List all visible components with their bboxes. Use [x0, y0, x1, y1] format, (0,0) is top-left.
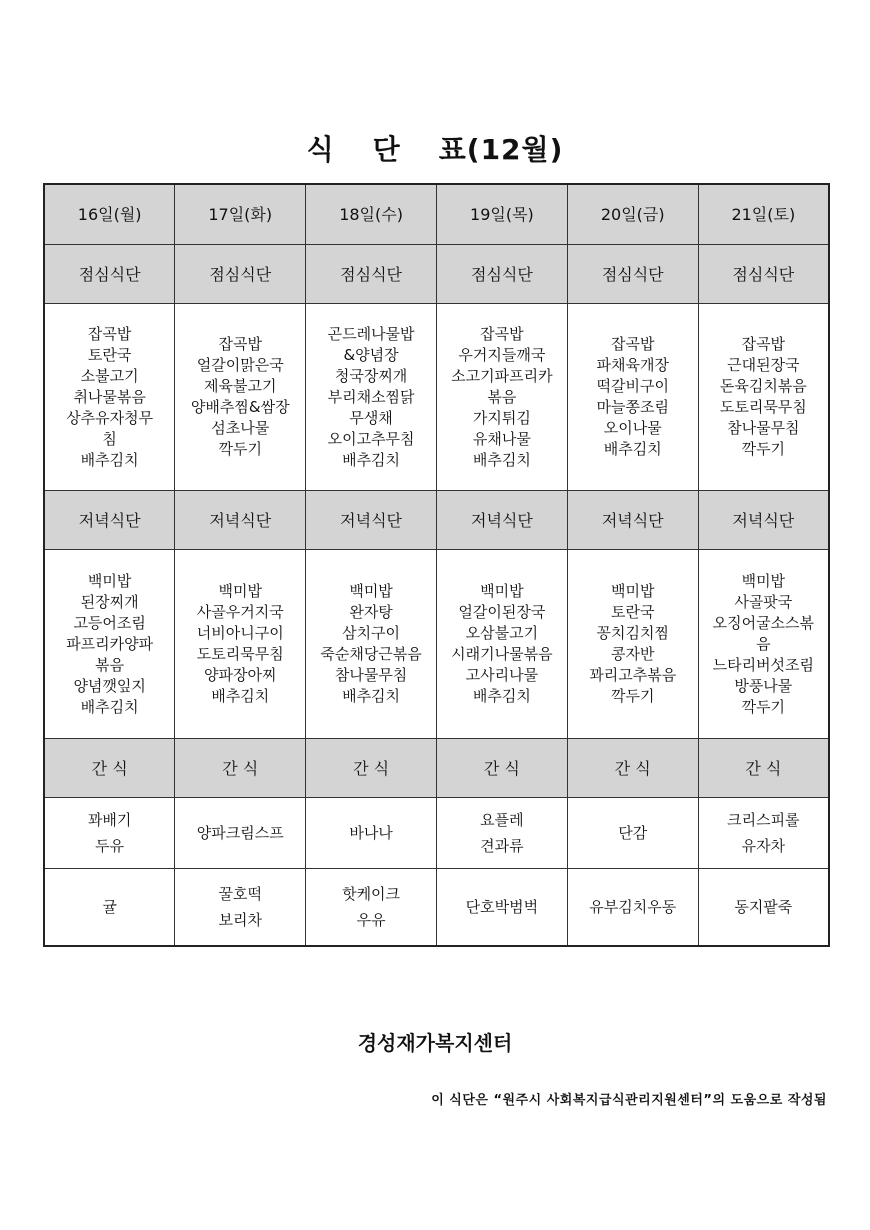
menu-item: 마늘쫑조림: [596, 398, 669, 416]
snack-cell: [306, 869, 437, 947]
menu-item: 유자차: [741, 837, 786, 855]
menu-item: 양파장아찌: [204, 666, 277, 684]
snack-label: 간 식: [44, 739, 175, 798]
menu-item: 배추김치: [211, 687, 270, 705]
menu-item: 백미밥: [87, 571, 132, 590]
menu-item: 참나물무침: [727, 419, 800, 437]
menu-item: 백미밥: [218, 582, 262, 600]
lunch-header-row: [44, 245, 829, 304]
menu-item: 잡곡밥: [218, 335, 262, 353]
day-header: 20일(금): [567, 184, 698, 245]
menu-item: 잡곡밥: [610, 335, 655, 353]
menu-item: 동지팥죽: [734, 898, 793, 916]
title-part-1: 식: [306, 133, 335, 166]
menu-item: 시래기나물볶음: [451, 645, 553, 663]
menu-item: 침: [102, 429, 117, 448]
menu-item: &양념장: [343, 345, 399, 364]
menu-item: 유채나물: [472, 429, 531, 448]
menu-item: 음: [756, 634, 771, 653]
menu-item: 배추김치: [603, 440, 662, 458]
menu-item: 단호박범벅: [465, 898, 539, 916]
snack-cell: [44, 869, 175, 947]
menu-item: 오이나물: [603, 419, 662, 437]
dinner-label: 저녁식단: [567, 491, 698, 550]
menu-item: 콩자반: [610, 645, 655, 663]
menu-item: 바나나: [349, 824, 393, 842]
snack-cell: [175, 798, 306, 869]
lunch-cell: [698, 304, 829, 491]
snack-cell: [175, 869, 306, 947]
menu-item: 돈육김치볶음: [719, 377, 807, 395]
menu-item: 취나물볶음: [73, 387, 146, 406]
snack-label: 간 식: [306, 739, 437, 798]
menu-item: 사골우거지국: [196, 603, 284, 621]
menu-item: 요플레: [480, 811, 524, 829]
menu-item: 배추김치: [80, 697, 139, 716]
menu-item: 깍두기: [610, 687, 655, 705]
dinner-cell: [698, 550, 829, 739]
dinner-cell: [306, 550, 437, 739]
menu-item: 꽈배기: [87, 811, 132, 829]
menu-item: 볶음: [487, 387, 517, 406]
menu-item: 사골팟국: [734, 592, 793, 611]
menu-item: 백미밥: [610, 582, 655, 600]
dinner-label: 저녁식단: [306, 491, 437, 550]
menu-item: 상추유자청무: [66, 408, 154, 427]
lunch-cell: [567, 304, 698, 491]
dinner-cell: [436, 550, 567, 739]
snack-cell: [436, 869, 567, 947]
day-header: 21일(토): [698, 184, 829, 245]
menu-item: 단감: [618, 824, 648, 842]
menu-item: 우유: [356, 911, 386, 929]
dinner-cell: [44, 550, 175, 739]
dinner-label: 저녁식단: [698, 491, 829, 550]
footnote: 이 식단은 “원주시 사회복지급식관리지원센터”의 도움으로 작성됨: [431, 1093, 827, 1108]
menu-item: 배추김치: [472, 687, 531, 705]
menu-item: 잡곡밥: [741, 335, 786, 353]
snack-row-1: [44, 798, 829, 869]
lunch-label: 점심식단: [567, 245, 698, 304]
menu-item: 근대된장국: [727, 356, 800, 374]
lunch-cell: [436, 304, 567, 491]
menu-item: 양념깻잎지: [73, 676, 146, 695]
menu-item: 너비아니구이: [196, 624, 284, 642]
menu-item: 얼갈이맑은국: [196, 356, 284, 374]
menu-item: 토란국: [87, 345, 132, 364]
menu-item: 배추김치: [342, 450, 401, 469]
menu-item: 참나물무침: [334, 666, 408, 684]
dinner-label: 저녁식단: [44, 491, 175, 550]
menu-item: 느타리버섯조림: [712, 655, 815, 674]
menu-item: 잡곡밥: [87, 324, 132, 343]
menu-item: 토란국: [610, 603, 655, 621]
page-title: [0, 128, 870, 168]
menu-item: 백미밥: [349, 582, 393, 600]
snack-label: 간 식: [175, 739, 306, 798]
menu-item: 소불고기: [80, 366, 139, 385]
menu-item: 백미밥: [741, 571, 786, 590]
title-part-2: 단: [372, 133, 401, 166]
menu-item: 배추김치: [342, 687, 401, 705]
menu-item: 죽순채당근볶음: [320, 645, 422, 663]
dinner-label: 저녁식단: [175, 491, 306, 550]
menu-item: 두유: [95, 837, 125, 855]
menu-item: 깍두기: [741, 697, 786, 716]
lunch-row: [44, 304, 829, 491]
day-header: 17일(화): [175, 184, 306, 245]
lunch-label: 점심식단: [175, 245, 306, 304]
menu-item: 도토리묵무침: [196, 645, 284, 663]
dinner-cell: [175, 550, 306, 739]
menu-item: 된장찌개: [80, 592, 139, 611]
snack-cell: [567, 869, 698, 947]
menu-item: 귤: [102, 898, 117, 916]
lunch-label: 점심식단: [698, 245, 829, 304]
snack-header-row: [44, 739, 829, 798]
menu-item: 파채육개장: [596, 356, 669, 374]
menu-item: 청국장찌개: [334, 366, 408, 385]
menu-item: 유부김치우동: [589, 898, 677, 916]
menu-item: 파프리카양파: [66, 634, 154, 653]
day-header: 19일(목): [436, 184, 567, 245]
menu-item: 견과류: [480, 837, 524, 855]
menu-item: 보리차: [218, 911, 262, 929]
menu-item: 깍두기: [741, 440, 786, 458]
snack-cell: [698, 798, 829, 869]
menu-item: 볶음: [95, 655, 125, 674]
menu-item: 곤드레나물밥: [327, 324, 415, 343]
menu-item: 양배추찜&쌈장: [190, 398, 290, 416]
menu-item: 핫케이크: [342, 885, 401, 903]
lunch-cell: [44, 304, 175, 491]
snack-cell: [44, 798, 175, 869]
menu-item: 고등어조림: [73, 613, 146, 632]
dinner-label: 저녁식단: [436, 491, 567, 550]
menu-item: 깍두기: [218, 440, 262, 458]
menu-item: 도토리묵무침: [719, 398, 807, 416]
menu-item: 소고기파프리카: [451, 366, 553, 385]
menu-item: 양파크림스프: [196, 824, 284, 842]
menu-item: 삼치구이: [342, 624, 401, 642]
snack-row-2: [44, 869, 829, 947]
menu-table: [43, 183, 830, 947]
menu-item: 무생채: [349, 408, 393, 427]
snack-label: 간 식: [567, 739, 698, 798]
snack-cell: [436, 798, 567, 869]
snack-cell: [567, 798, 698, 869]
menu-item: 섬초나물: [211, 419, 270, 437]
menu-item: 꽁치김치찜: [596, 624, 669, 642]
snack-label: 간 식: [698, 739, 829, 798]
menu-item: 얼갈이된장국: [458, 603, 546, 621]
lunch-cell: [175, 304, 306, 491]
menu-item: 크리스피롤: [727, 811, 800, 829]
menu-item: 배추김치: [80, 450, 139, 469]
dinner-row: [44, 550, 829, 739]
menu-item: 잡곡밥: [480, 324, 524, 343]
menu-item: 꿀호떡: [218, 885, 262, 903]
menu-item: 오이고추무침: [327, 429, 415, 448]
menu-item: 제육불고기: [204, 377, 277, 395]
snack-cell: [698, 869, 829, 947]
title-part-3: 표(12월): [438, 133, 564, 166]
menu-item: 백미밥: [480, 582, 524, 600]
menu-item: 오징어굴소스볶: [712, 613, 815, 632]
snack-cell: [306, 798, 437, 869]
menu-item: 완자탕: [349, 603, 393, 621]
lunch-cell: [306, 304, 437, 491]
dinner-header-row: [44, 491, 829, 550]
date-row: [44, 184, 829, 245]
menu-item: 떡갈비구이: [596, 377, 669, 395]
menu-item: 배추김치: [472, 450, 531, 469]
day-header: 16일(월): [44, 184, 175, 245]
lunch-label: 점심식단: [44, 245, 175, 304]
lunch-label: 점심식단: [436, 245, 567, 304]
menu-item: 오삼불고기: [465, 624, 539, 642]
snack-label: 간 식: [436, 739, 567, 798]
dinner-cell: [567, 550, 698, 739]
menu-item: 꽈리고추볶음: [589, 666, 677, 684]
menu-item: 방풍나물: [734, 676, 793, 695]
menu-item: 가지튀김: [472, 408, 531, 427]
day-header: 18일(수): [306, 184, 437, 245]
center-name: 경성재가복지센터: [357, 1031, 513, 1055]
menu-item: 부리채소찜닭: [327, 387, 415, 406]
lunch-label: 점심식단: [306, 245, 437, 304]
menu-item: 고사리나물: [465, 666, 539, 684]
menu-item: 우거지들깨국: [458, 345, 546, 364]
